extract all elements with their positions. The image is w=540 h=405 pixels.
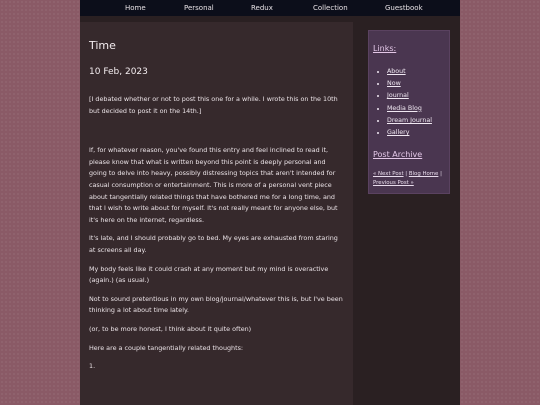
nav-redux[interactable]: Redux — [251, 4, 273, 12]
links-list — [373, 66, 457, 139]
post-paragraph: Here are a couple tangentially related thoughts: — [89, 343, 244, 352]
post-date: 10 Feb, 2023 — [89, 67, 148, 77]
sidebar-link-now[interactable]: • Now — [387, 78, 457, 90]
nav-home[interactable]: Home — [125, 4, 146, 12]
separator: | — [405, 171, 408, 177]
sidebar-link-gallery[interactable]: • Gallery — [387, 127, 457, 139]
next-post-link[interactable]: « Next Post — [373, 171, 404, 177]
sidebar-link-about[interactable]: • About — [387, 66, 457, 78]
links-heading: Links: — [373, 44, 397, 53]
post-body — [89, 94, 345, 380]
nav-personal[interactable]: Personal — [184, 4, 214, 12]
previous-post-link[interactable]: Previous Post » — [373, 180, 414, 186]
post-paragraph: Not to sound pretentious in my own blog/journal/whatever this is, but I've been thinking a lot about time lately. — [89, 294, 343, 315]
archive-nav — [373, 170, 447, 188]
sidebar-link-media-blog[interactable]: • Media Blog — [387, 103, 457, 115]
post-paragraph: [I debated whether or not to post this one for a while. I wrote this on the 10th but decided to post it on the 14th.] — [89, 95, 338, 115]
post-paragraph: (or, to be more honest, I think about it quite often) — [89, 324, 252, 333]
post-paragraph: It's late, and I should probably go to bed. My eyes are exhausted from staring at screens all day. — [89, 234, 338, 254]
archive-heading[interactable]: Post Archive — [373, 150, 423, 159]
post-paragraph: 1. — [89, 362, 96, 371]
top-nav — [80, 0, 460, 16]
sidebar-link-dream-journal[interactable]: • Dream Journal — [387, 115, 457, 127]
post-paragraph: If, for whatever reason, you've found this entry and feel inclined to read it, please know that what is written beyond this point is deeply personal and going to delve into heavy, possibly distressing topics that aren't intended for casual consumption or entertainment. This is more of a personal vent piece about tangentially related things that have bothered me for a long time, and that I wish to write about for myself. It's not really meant for anyone else, but it's here on the internet, regardless. — [89, 146, 338, 224]
blog-post — [80, 22, 353, 405]
nav-collection[interactable]: Collection — [313, 4, 348, 12]
blog-home-link[interactable]: Blog Home — [408, 171, 439, 177]
post-paragraph: My body feels like it could crash at any moment but my mind is overactive (again.) (as usual.) — [89, 264, 329, 285]
post-title: Time — [89, 39, 116, 52]
separator: | — [440, 171, 442, 177]
page-frame — [80, 0, 460, 405]
sidebar — [368, 30, 450, 194]
sidebar-link-journal[interactable]: • Journal — [387, 90, 457, 102]
nav-guestbook[interactable]: Guestbook — [385, 4, 423, 12]
